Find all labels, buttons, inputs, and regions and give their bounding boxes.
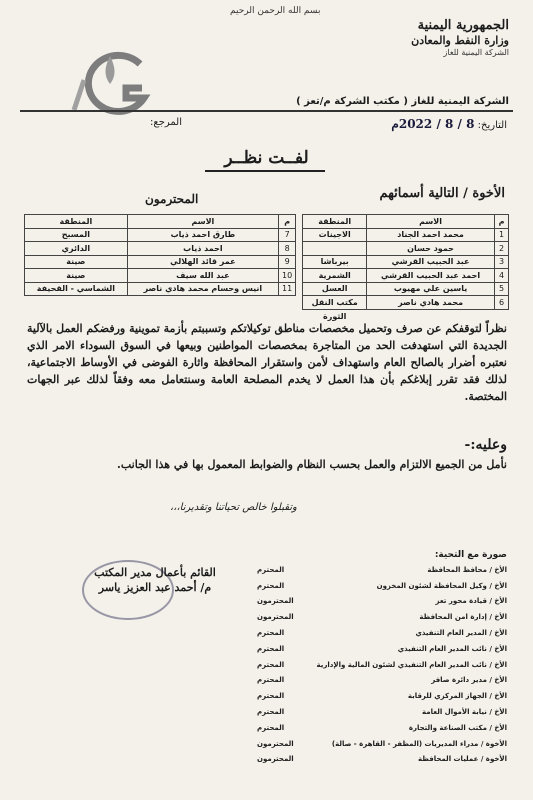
list-item: الأخ / وكيل المحافظة لشئون المخزون المحترم <box>257 581 507 590</box>
signatory-name: م/ أحمد عبد العزيز ياسر <box>98 580 212 594</box>
names-table <box>24 214 509 323</box>
letterhead-republic: الجمهورية اليمنية <box>417 18 509 33</box>
signature-block <box>60 566 250 596</box>
date-value: 8 / 8 / 2022م <box>391 117 475 131</box>
extra-region: الثورة <box>323 311 347 321</box>
letterhead-ministry: وزارة النفط والمعادن <box>411 34 509 48</box>
letter-title: لفــت نظــر <box>224 148 309 168</box>
col-region: المنطقة <box>303 215 367 229</box>
col-num: م <box>279 215 296 229</box>
body-paragraph: نظراً لتوقفكم عن صرف وتحميل مخصصات مناطق توكيلاتكم وتسببتم بأزمة تموينية ورفضكم العمل بالآلية الجديدة التي استهدفت الحد من المتاجرة بمخصصات المواطنين وبيعها في السوق السوداء الامر الذي نعتبره أضرار بالصالح العام واستهداف لأمن واستقرار المحافظة واثارة الفوضى في الأوساط الاجتماعية، لذلك فقد تقرر إبلاغكم بأن هذا العمل لا يخدم المصلحة العامة وسنتعامل معه وفقاً لذلك عبر الجهات المختصة. <box>27 322 507 404</box>
list-item: الأخ / قيادة محور تعز المحترمون <box>257 597 507 606</box>
table-header-row <box>25 215 509 229</box>
col-region: المنطقة <box>25 215 128 229</box>
table-row: 1 محمد احمد الجناد الاجينات 7 طارق احمد ذياب المسبح <box>25 228 509 242</box>
date-field <box>391 117 507 131</box>
list-item: الأخ / مدير دائرة صافر المحترم <box>257 676 507 685</box>
title-underline <box>205 170 325 172</box>
ref-label: المرجع: <box>150 117 182 128</box>
list-item: الأخ / المدير العام التنفيذي المحترم <box>257 629 507 638</box>
cc-heading: صورة مع التحية: <box>434 550 507 560</box>
table-row: 4 احمد عبد الحبيب القرشي الشمرية 10 عبد الله سيف صينة <box>25 269 509 283</box>
addressee: الأخوة / التالية أسمائهم <box>379 186 505 201</box>
alayhi-paragraph: نأمل من الجميع الالتزام والعمل بحسب النظام والضوابط المعمول بها في هذا الجانب. <box>117 458 507 471</box>
date-ref-row <box>150 117 507 131</box>
letterhead-company: الشركة اليمنية للغاز <box>443 48 509 57</box>
list-item: الأخوة / مدراء المديريات (المظفر - القاهرة - صالة) المحترمون <box>257 739 507 748</box>
alayhi-heading: وعليه:- <box>464 437 507 453</box>
list-item: الأخ / نائب المدير العام التنفيذي المحترم <box>257 644 507 653</box>
list-item: الأخ / نائب المدير العام التنفيذي لشئون المالية والإدارية المحترم <box>257 660 507 669</box>
col-name: الاسم <box>367 215 495 229</box>
list-item: الأخ / الجهاز المركزي للرقابة المحترم <box>257 692 507 701</box>
table-row: 6 محمد هادي ناصر مكتب النقل <box>25 296 509 310</box>
cc-list <box>257 562 507 767</box>
table-row: 5 ياسين علي مهيوب العسل 11 انيس وحسام محمد هادي ناصر الشماسي - القحيفة <box>25 282 509 296</box>
list-item: الأخ / نيابة الأموال العامة المحترم <box>257 708 507 717</box>
list-item: الأخ / محافظ المحافظة المحترم <box>257 565 507 574</box>
table-row: 3 عبد الحبيب القرشي بيرباشا 9 عمر قائد الهلالي صينة <box>25 255 509 269</box>
closing-thanks: وتقبلوا خالص تحياتنا وتقديرنا،،، <box>170 502 297 513</box>
list-item: الأخ / مكتب الصناعة والتجارة المحترم <box>257 723 507 732</box>
date-label: التاريخ: <box>477 120 507 131</box>
letterhead <box>411 18 509 58</box>
company-office-line: الشركة اليمنية للغاز ( مكتب الشركة م/تعز ) <box>296 96 509 107</box>
list-item: الأخوة / عمليات المحافظة المحترمون <box>257 755 507 764</box>
signatory-title: القائم بأعمال مدير المكتب <box>94 566 216 579</box>
col-num: م <box>495 215 509 229</box>
col-name: الاسم <box>127 215 278 229</box>
addressee-respected: المحترمون <box>145 192 199 206</box>
list-item: الأخ / إدارة امن المحافظة المحترمون <box>257 613 507 622</box>
table-row: 2 حمود حسان 8 احمد ذياب الدائري <box>25 242 509 256</box>
basmala: بسم الله الرحمن الرحيم <box>230 6 321 16</box>
header-rule <box>20 110 513 112</box>
